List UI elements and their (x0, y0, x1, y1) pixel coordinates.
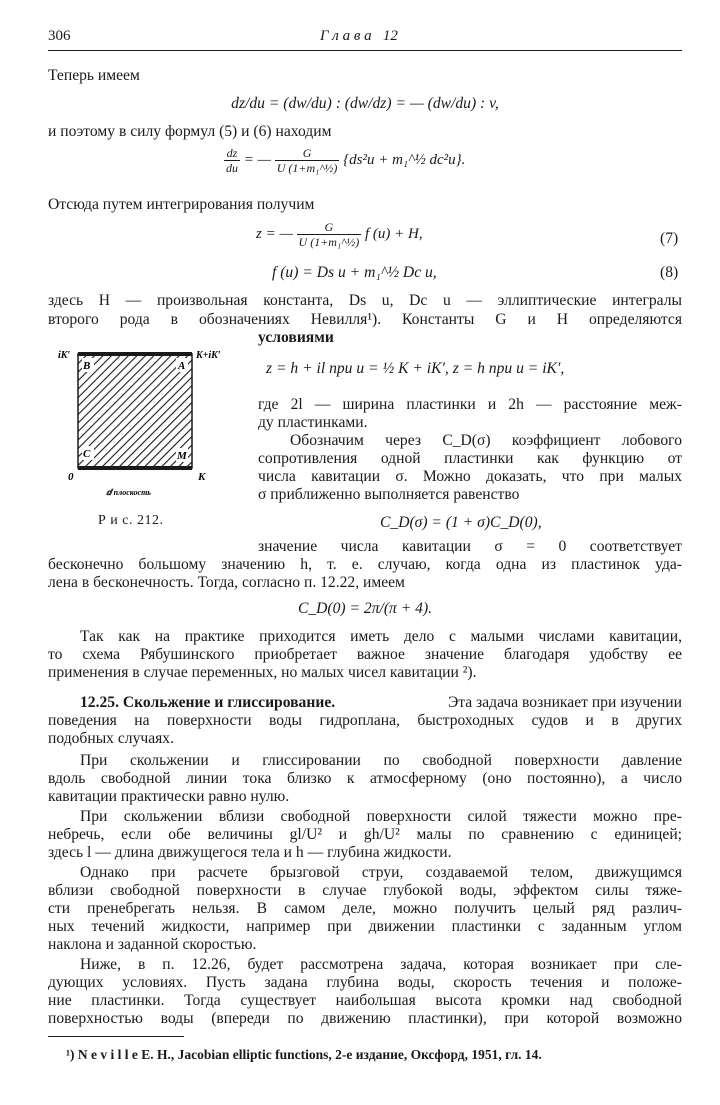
paragraph-text: Отсюда путем интегрирования получим (48, 196, 315, 213)
fraction (297, 220, 362, 249)
label-a: A (178, 360, 186, 372)
equation-cd0: C_D(0) = 2π/(π + 4). (297, 600, 433, 617)
label-origin: 0 (68, 471, 74, 483)
equation-lhs: z = — (256, 225, 293, 242)
chapter-title: Г л а в а 12 (320, 28, 398, 44)
paragraph-text: второго рода в обозначениях Невилля¹). Константы G и H определяются (48, 311, 682, 328)
paragraph-text: наклона и заданной скоростью. (48, 936, 257, 953)
paragraph-text: Однако при расчете брызговой струи, создаваемой телом, движущимся (80, 864, 682, 881)
paragraph-text: небречь, если обе величины gl/U² и gh/U² малы по сравнению с единицей; (48, 826, 682, 843)
plane-label: ⅆ плоскость (106, 488, 151, 497)
page-number: 306 (48, 28, 71, 44)
paragraph-text: ду пластинками. (258, 414, 368, 431)
equation-dz-du (224, 146, 465, 175)
equation-number: (7) (660, 230, 679, 247)
figure-svg (48, 342, 258, 532)
paragraph-text: лена в бесконечность. Тогда, согласно п. 12.22, имеем (48, 574, 405, 591)
paragraph-text: ние пластинки. Тогда существует наибольшая высота кромки над свободной (48, 992, 682, 1009)
paragraph-text: Теперь имеем (48, 67, 140, 84)
paragraph-text: При скольжении вблизи свободной поверхности силой тяжести можно пре- (80, 808, 682, 825)
paragraph-text: кавитации практически равно нулю. (48, 788, 290, 805)
fraction-denominator: U (1+m₁^½) (276, 161, 338, 175)
hatched-square (78, 354, 192, 468)
label-k: K (198, 471, 206, 483)
paragraph-text: поверхностью воды (впереди по движению пластинки), при которой возможно (48, 1010, 682, 1027)
paragraph-text: сти пренебрегать нельзя. В самом деле, можно получить целый ряд различ- (48, 900, 682, 917)
paragraph-text: поведения на поверхности воды гидроплана, быстроходных судов и в других (48, 712, 682, 729)
paragraph-text: подобных случаях. (48, 730, 175, 747)
paragraph-text: сопротивления одной пластинки как функцию от (258, 450, 682, 467)
paragraph-text: Ниже, в п. 12.26, будет рассмотрена задача, которая возникает при сле- (80, 956, 682, 973)
paragraph-text: ных течений жидкости, например при движении пластинки с заданным углом (48, 918, 682, 935)
label-c: C (83, 448, 91, 460)
paragraph-text: Так как на практике приходится иметь дело с малыми числами кавитации, (80, 628, 682, 645)
fraction-numerator: dz (226, 146, 238, 160)
paragraph-text: вдоль свободной линии тока близко к атмосферному (оно постоянно), а число (48, 770, 682, 787)
paragraph-text: то схема Рябушинского приобретает важное значение благодаря удобству ее (48, 646, 682, 663)
footnote-rule (48, 1036, 184, 1037)
label-b: B (83, 360, 91, 372)
header-rule (48, 50, 682, 51)
equation-8: f (u) = Ds u + m₁^½ Dc u, (272, 264, 437, 281)
fraction-numerator: G (324, 220, 334, 234)
equation-number: (8) (660, 264, 679, 281)
figure-caption: Р и с. 212. (98, 513, 164, 528)
paragraph-text: Эта задача возникает при изучении (447, 694, 682, 711)
paragraph-text: здесь H — произвольная константа, Ds u, Dc u — эллиптические интегралы (48, 292, 682, 309)
figure-212 (48, 342, 258, 532)
section-title: 12.25. Скольжение и глиссирование. (80, 694, 336, 711)
equation-rhs: {ds²u + m₁^½ dc²u}. (343, 151, 466, 168)
label-k-ik: K+iK′ (196, 350, 221, 361)
paragraph-text: бесконечно большому значению h, т. е. случаю, когда одна из пластинок уда- (48, 556, 682, 573)
paragraph-text: дующих условиях. Пусть задана глубина воды, скорость течения и положе- (48, 974, 682, 991)
paragraph-text: σ приближенно выполняется равенство (258, 486, 520, 503)
equation: dz/du = (dw/du) : (dw/dz) = — (dw/du) : v, (231, 95, 499, 112)
fraction-denominator: U (1+m₁^½) (298, 235, 360, 249)
paragraph-text: При скольжении и глиссировании по свободной поверхности давление (80, 752, 682, 769)
paragraph-text: и поэтому в силу формул (5) и (6) находим (48, 123, 332, 140)
fraction (224, 146, 240, 175)
equation-conditions: z = h + il при u = ½ K + iK′, z = h при u = iK′, (266, 360, 565, 377)
equation-rhs: f (u) + H, (364, 225, 423, 242)
paragraph-text: условиями (258, 329, 334, 346)
footnote: ¹) N e v i l l e E. H., Jacobian elliptic functions, 2-е издание, Оксфорд, 1951, гл. 14. (66, 1047, 542, 1062)
paragraph-text: значение числа кавитации σ = 0 соответствует (258, 538, 682, 555)
section-heading-line (80, 694, 682, 712)
label-m: M (177, 450, 187, 462)
page-header (48, 28, 682, 50)
paragraph-text: где 2l — ширина пластинки и 2h — расстояние меж- (258, 396, 682, 413)
fraction-numerator: G (302, 146, 312, 160)
equals-sign: = — (243, 151, 271, 168)
paragraph-text: применения в случае переменных, но малых чисел кавитации ²). (48, 664, 477, 681)
paragraph-text: вблизи свободной поверхности в случае глубокой воды, эффектом силы тяже- (48, 882, 682, 899)
equation-cd: C_D(σ) = (1 + σ)C_D(0), (380, 514, 542, 531)
paragraph-text: Обозначим через C_D(σ) коэффициент лобового (290, 432, 682, 449)
label-ik: iK′ (58, 350, 71, 361)
fraction-denominator: du (226, 161, 238, 175)
fraction (275, 146, 340, 175)
paragraph-text: числа кавитации σ. Можно доказать, что при малых (258, 468, 682, 485)
paragraph-text: здесь l — длина движущегося тела и h — глубина жидкости. (48, 844, 452, 861)
equation-7 (256, 220, 423, 249)
